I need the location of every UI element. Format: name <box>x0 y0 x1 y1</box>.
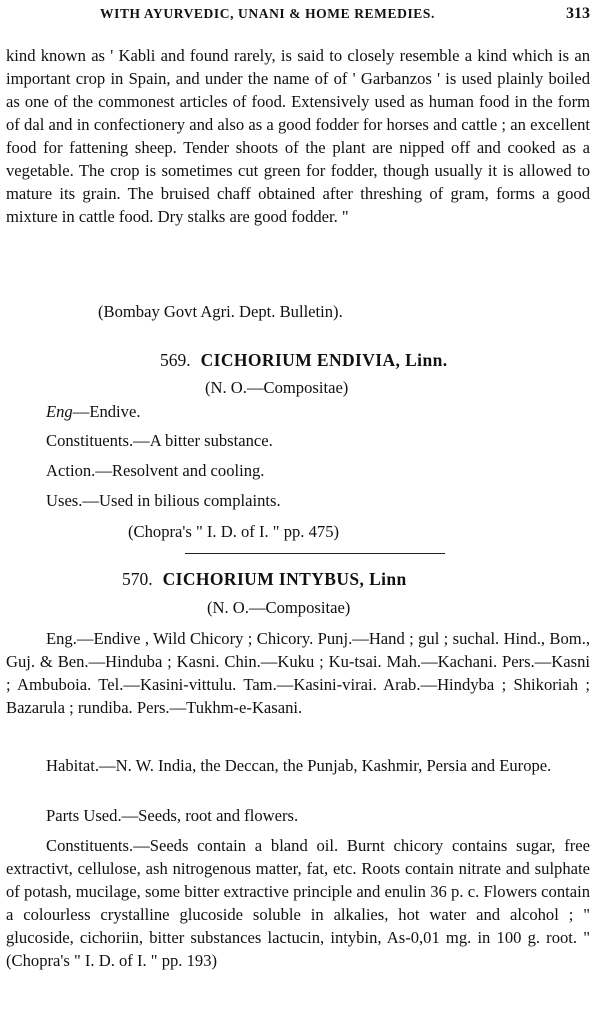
entry-570-title <box>122 569 407 590</box>
entry-570-habitat: Habitat.—N. W. India, the Deccan, the Punjab, Kashmir, Persia and Europe. <box>46 756 552 775</box>
entry-570-parts-used: Parts Used.—Seeds, root and flowers. <box>46 806 299 825</box>
entry-569-constituents <box>46 431 273 451</box>
entry-570-name: CICHORIUM INTYBUS, Linn <box>162 569 407 589</box>
uses-label: Uses. <box>46 491 83 510</box>
uses-text: —Used in bilious complaints. <box>82 491 281 510</box>
constituents-text: —A bitter substance. <box>133 431 273 450</box>
page-number: 313 <box>566 5 590 22</box>
section-divider <box>185 553 445 554</box>
intro-paragraph: kind known as ' Kabli and found rarely, is said to closely resemble a kind which is an important crop in Spain, and under the name of of ' Garbanzos ' is used plainly boiled as one of the commonest articles of food. Extensively used as human food in the form of dal and in confectionery and also as a good fodder for horses and cattle ; an excellent food for fattening sheep. Tender shoots of the plant are nipped off and cooked as a vegetable. The crop is sometimes cut green for fodder, though usually it is allowed to mature its grain. The bruised chaff obtained after threshing of gram, forms a good mixture in cattle food. Dry stalks are good fodder. " <box>6 46 590 226</box>
intro-citation: (Bombay Govt Agri. Dept. Bulletin). <box>98 302 343 321</box>
entry-569-order: (N. O.—Compositae) <box>205 378 349 397</box>
entry-570-constituents: Constituents.—Seeds contain a bland oil. Burnt chicory contains sugar, free extractivt, cellulose, ash nitrogenous matter, fat, etc. Roots contain nitrate and sulphate of potash, mucilage, some bitter extractive principle and enulin 36 p. c. Flowers contain a colourless crystalline glucoside soluble in alkalies, hot water and alcohol ; " glucoside, cichoriin, bitter substances lactucin, intybin, As-0,01 mg. in 100 g. root. " (Chopra's " I. D. of I. " pp. 193) <box>6 836 590 970</box>
entry-569-title <box>160 350 447 371</box>
entry-569-number: 569. <box>160 350 191 370</box>
eng-label: Eng <box>46 402 73 421</box>
entry-569-citation: (Chopra's " I. D. of I. " pp. 475) <box>128 522 340 541</box>
action-text: —Resolvent and cooling. <box>95 461 265 480</box>
page-header <box>0 2 600 24</box>
entry-569-name: CICHORIUM ENDIVIA, Linn. <box>200 350 448 370</box>
constituents-label: Constituents. <box>46 431 134 450</box>
entry-570-names-paragraph: Eng.—Endive , Wild Chicory ; Chicory. Punj.—Hand ; gul ; suchal. Hind., Bom., Guj. & Ben.—Hinduba ; Kasni. Chin.—Kuku ; Ku-tsai. Mah.—Kachani. Pers.—Kasni ; Ambuboia. Tel.—Kasini-vittulu. Tam.—Kasini-virai. Arab.—Hindyba ; Shikoriah ; Bazarula ; rundiba. Pers.—Tukhm-e-Kasani. <box>6 629 590 717</box>
entry-569-uses <box>46 491 281 511</box>
eng-text: —Endive. <box>72 402 141 421</box>
action-label: Action. <box>46 461 96 480</box>
entry-570-order: (N. O.—Compositae) <box>207 598 351 617</box>
entry-569-eng <box>46 402 140 422</box>
entry-570-number: 570. <box>122 569 153 589</box>
running-head: WITH AYURVEDIC, UNANI & HOME REMEDIES. <box>100 6 435 21</box>
entry-569-action <box>46 461 264 481</box>
